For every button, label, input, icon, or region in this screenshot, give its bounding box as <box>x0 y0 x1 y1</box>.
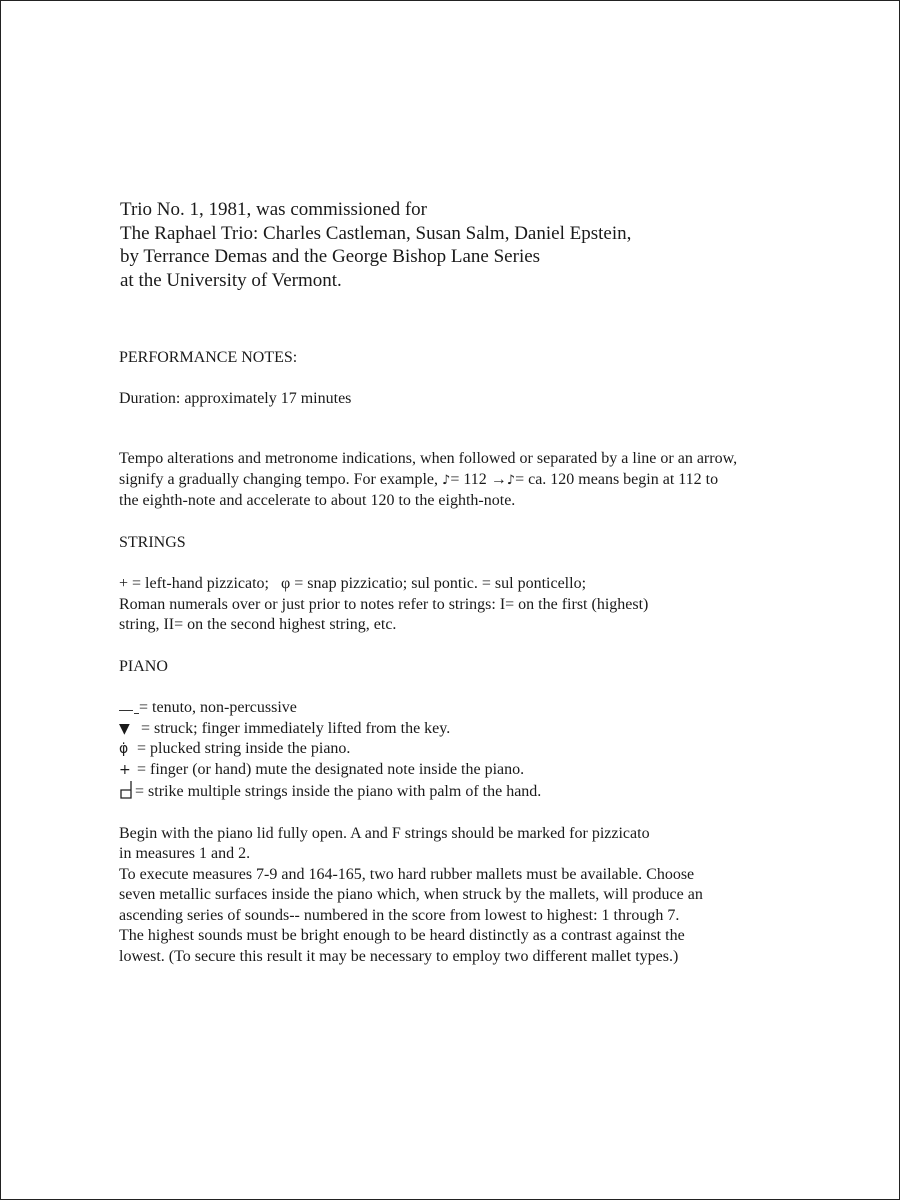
piano-legend-item <box>119 739 819 760</box>
piano-instruction: in measures 1 and 2. <box>119 845 251 862</box>
piano-instruction: The highest sounds must be bright enough to be heard distinctly as a contrast against the <box>119 927 685 944</box>
tempo-text: = 112 → <box>450 470 507 488</box>
dedication-line: by Terrance Demas and the George Bishop Lane Series <box>120 246 541 267</box>
dedication-block <box>120 198 800 292</box>
piano-heading: PIANO <box>119 657 168 675</box>
strings-heading: STRINGS <box>119 533 186 551</box>
tempo-line: Tempo alterations and metronome indications, when followed or separated by a line or an arrow, <box>119 450 738 467</box>
strings-legend <box>119 574 819 595</box>
piano-instruction: ascending series of sounds-- numbered in the score from lowest to highest: 1 through 7. <box>119 906 680 924</box>
tempo-line-example <box>119 470 819 492</box>
struck-triangle-icon: ▼ <box>119 720 130 737</box>
piano-instruction: Begin with the piano lid fully open. A and F strings should be marked for pizzicato <box>119 824 650 842</box>
dedication-line: at the University of Vermont. <box>120 269 342 291</box>
dedication-line: The Raphael Trio: Charles Castleman, Susan Salm, Daniel Epstein, <box>120 222 632 244</box>
duration-text: Duration: approximately 17 minutes <box>119 389 352 407</box>
performance-notes <box>119 348 819 967</box>
piano-legend-item <box>119 760 819 781</box>
piano-legend-item <box>119 780 819 803</box>
tempo-line: the eighth-note and accelerate to about 120 to the eighth-note. <box>119 492 516 509</box>
piano-legend-item <box>119 719 819 740</box>
strings-line: string, II= on the second highest string, etc. <box>119 616 397 633</box>
snap-pizzicato-icon: φ <box>281 575 291 592</box>
strings-text: = snap pizzicatio; sul pontic. = sul ponticello; <box>294 575 587 592</box>
piano-legend-text: = struck; finger immediately lifted from the key. <box>137 719 451 737</box>
mute-plus-icon: + <box>119 761 131 778</box>
eighth-note-icon: ♪ <box>506 472 516 488</box>
eighth-note-icon: ♪ <box>442 472 451 488</box>
strings-text: = left-hand pizzicato; <box>132 575 269 592</box>
palm-strike-icon <box>119 780 135 800</box>
tenuto-icon <box>119 702 139 712</box>
tempo-text: = ca. 120 means begin at 112 to <box>515 470 719 488</box>
piano-legend-text: = tenuto, non-percussive <box>139 699 297 716</box>
performance-heading: PERFORMANCE NOTES: <box>119 349 298 366</box>
piano-legend-text: = plucked string inside the piano. <box>137 740 351 757</box>
dedication-line: Trio No. 1, 1981, was commissioned for <box>120 199 427 220</box>
piano-legend-text: = finger (or hand) mute the designated note inside the piano. <box>137 760 525 778</box>
strings-line: Roman numerals over or just prior to notes refer to strings: I= on the first (highest) <box>119 595 649 613</box>
piano-legend-text: = strike multiple strings inside the piano with palm of the hand. <box>135 783 542 800</box>
tempo-text: signify a gradually changing tempo. For example, <box>119 470 439 488</box>
plucked-string-icon: φ̇ <box>119 741 129 757</box>
piano-legend-item <box>119 698 819 719</box>
plus-icon: + <box>119 575 129 592</box>
piano-instruction: seven metallic surfaces inside the piano which, when struck by the mallets, will produce an <box>119 886 703 903</box>
piano-instruction: lowest. (To secure this result it may be necessary to employ two different mallet types.) <box>119 947 679 965</box>
piano-instruction: To execute measures 7-9 and 164-165, two hard rubber mallets must be available. Choose <box>119 865 695 883</box>
